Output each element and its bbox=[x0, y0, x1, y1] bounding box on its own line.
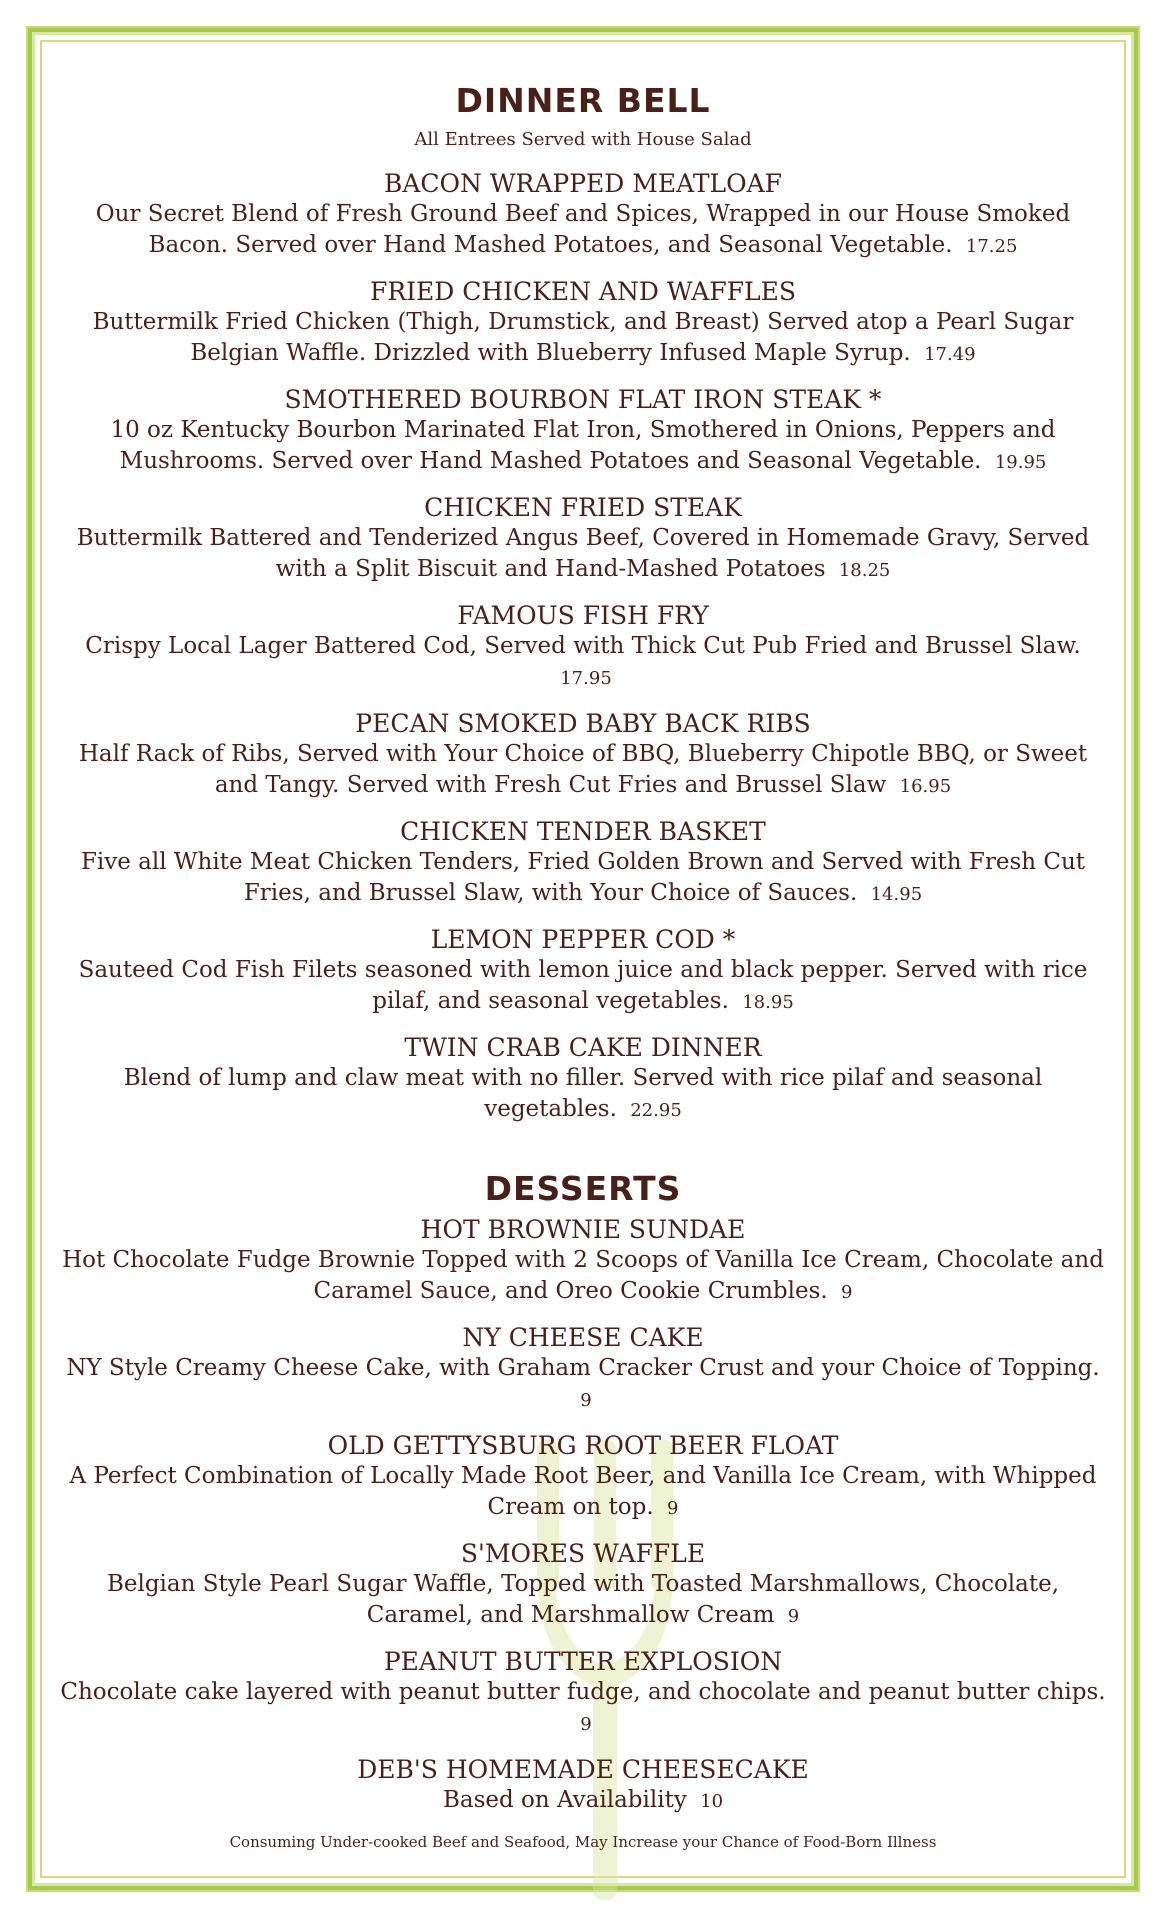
menu-item-price: 17.49 bbox=[924, 344, 976, 365]
menu-item-name: S'MORES WAFFLE bbox=[460, 1539, 706, 1568]
menu-item-description-text: Hot Chocolate Fudge Brownie Topped with 2 Scoops of Vanilla Ice Cream, Chocolate and Caramel Sauce, and Oreo Cookie Crumbles. bbox=[62, 1247, 1104, 1304]
menu-content bbox=[60, 80, 1106, 1853]
menu-item-price: 17.25 bbox=[965, 236, 1018, 257]
menu-item-description bbox=[60, 1569, 1106, 1632]
menu-item-name: NY CHEESE CAKE bbox=[462, 1323, 704, 1352]
menu-item bbox=[60, 600, 1106, 694]
menu-item-description-text: Sauteed Cod Fish Filets seasoned with lemon juice and black pepper. Served with rice pilaf, and seasonal vegetables. bbox=[78, 957, 1088, 1014]
menu-item-description bbox=[60, 739, 1106, 802]
menu-item-description-text: NY Style Creamy Cheese Cake, with Graham Cracker Crust and your Choice of Topping. bbox=[66, 1355, 1100, 1381]
menu-item-name: PEANUT BUTTER EXPLOSION bbox=[383, 1647, 783, 1676]
menu-item-name: DEB'S HOMEMADE CHEESECAKE bbox=[357, 1755, 809, 1784]
menu-item-price: 19.95 bbox=[994, 452, 1047, 473]
menu-item-name: OLD GETTYSBURG ROOT BEER FLOAT bbox=[327, 1431, 839, 1460]
menu-item-description bbox=[60, 415, 1106, 478]
menu-item-price: 10 bbox=[700, 1791, 724, 1812]
menu-item bbox=[60, 384, 1106, 478]
dessert-list bbox=[60, 1214, 1106, 1817]
menu-item-description bbox=[60, 1063, 1106, 1126]
menu-item-description bbox=[60, 199, 1106, 262]
menu-item bbox=[60, 708, 1106, 802]
menu-item bbox=[60, 1646, 1106, 1740]
menu-item-description bbox=[60, 1677, 1106, 1740]
menu-item-description bbox=[60, 847, 1106, 910]
dinner-list bbox=[60, 168, 1106, 1126]
menu-item bbox=[60, 1538, 1106, 1632]
dinner-title: DINNER BELL bbox=[455, 81, 711, 120]
menu-item-description-text: Belgian Style Pearl Sugar Waffle, Topped with Toasted Marshmallows, Chocolate, Caramel, and Marshmallow Cream bbox=[106, 1571, 1060, 1628]
menu-item bbox=[60, 816, 1106, 910]
menu-item-price: 9 bbox=[667, 1498, 679, 1519]
desserts-title: DESSERTS bbox=[484, 1169, 682, 1208]
menu-item-description-text: Half Rack of Ribs, Served with Your Choice of BBQ, Blueberry Chipotle BBQ, or Sweet and Tangy. Served with Fresh Cut Fries and Brussel Slaw bbox=[78, 741, 1088, 798]
menu-item-price: 22.95 bbox=[630, 1100, 682, 1121]
menu-item-price: 14.95 bbox=[870, 884, 923, 905]
menu-item-name: FRIED CHICKEN AND WAFFLES bbox=[369, 277, 797, 306]
menu-item-description-text: Blend of lump and claw meat with no filler. Served with rice pilaf and seasonal vegetables. bbox=[123, 1065, 1043, 1122]
menu-item bbox=[60, 924, 1106, 1018]
menu-item bbox=[60, 1430, 1106, 1524]
menu-item-description bbox=[60, 955, 1106, 1018]
menu-item bbox=[60, 492, 1106, 586]
menu-item-price: 18.95 bbox=[742, 992, 794, 1013]
menu-item bbox=[60, 168, 1106, 262]
menu-item-name: SMOTHERED BOURBON FLAT IRON STEAK * bbox=[284, 385, 882, 414]
menu-item-price: 18.25 bbox=[838, 560, 891, 581]
menu-item-description-text: Buttermilk Battered and Tenderized Angus Beef, Covered in Homemade Gravy, Served with a Split Biscuit and Hand-Mashed Potatoes bbox=[76, 525, 1090, 582]
menu-item-description-text: Our Secret Blend of Fresh Ground Beef and Spices, Wrapped in our House Smoked Bacon. Served over Hand Mashed Potatoes, and Seasonal Vegetable. bbox=[95, 201, 1071, 258]
menu-item-name: BACON WRAPPED MEATLOAF bbox=[383, 169, 783, 198]
menu-item-price: 9 bbox=[580, 1714, 592, 1735]
menu-item-name: PECAN SMOKED BABY BACK RIBS bbox=[355, 709, 811, 738]
menu-item-description-text: Chocolate cake layered with peanut butter fudge, and chocolate and peanut butter chips. bbox=[60, 1679, 1106, 1705]
menu-item-description bbox=[60, 1785, 1106, 1817]
menu-item-name: FAMOUS FISH FRY bbox=[457, 601, 709, 630]
menu-item-description-text: Five all White Meat Chicken Tenders, Fried Golden Brown and Served with Fresh Cut Fries, and Brussel Slaw, with Your Choice of Sauces. bbox=[80, 849, 1086, 906]
menu-item-description bbox=[60, 307, 1106, 370]
menu-item-name: HOT BROWNIE SUNDAE bbox=[420, 1215, 746, 1244]
menu-item bbox=[60, 1754, 1106, 1817]
menu-item-description bbox=[60, 523, 1106, 586]
menu-item-price: 17.95 bbox=[560, 668, 612, 689]
menu-item-description-text: Crispy Local Lager Battered Cod, Served with Thick Cut Pub Fried and Brussel Slaw. bbox=[85, 633, 1081, 659]
menu-item-description bbox=[60, 1353, 1106, 1416]
menu-item-price: 16.95 bbox=[899, 776, 952, 797]
menu-item bbox=[60, 276, 1106, 370]
menu-item-description bbox=[60, 1245, 1106, 1308]
menu-item-name: LEMON PEPPER COD * bbox=[430, 925, 736, 954]
menu-item-price: 9 bbox=[841, 1282, 853, 1303]
menu-item-description-text: Buttermilk Fried Chicken (Thigh, Drumstick, and Breast) Served atop a Pearl Sugar Belgian Waffle. Drizzled with Blueberry Infused Maple Syrup. bbox=[92, 309, 1074, 366]
menu-item-price: 9 bbox=[580, 1390, 592, 1411]
menu-item-description bbox=[60, 631, 1106, 694]
menu-item-name: CHICKEN TENDER BASKET bbox=[400, 817, 766, 846]
menu-item-name: CHICKEN FRIED STEAK bbox=[424, 493, 742, 522]
menu-item bbox=[60, 1322, 1106, 1416]
menu-item-description bbox=[60, 1461, 1106, 1524]
menu-item-name: TWIN CRAB CAKE DINNER bbox=[404, 1033, 762, 1062]
food-safety-footnote: Consuming Under-cooked Beef and Seafood, May Increase your Chance of Food-Born Illness bbox=[229, 1833, 937, 1851]
dinner-subtitle: All Entrees Served with House Salad bbox=[414, 129, 752, 150]
menu-item bbox=[60, 1214, 1106, 1308]
menu-item-description-text: A Perfect Combination of Locally Made Root Beer, and Vanilla Ice Cream, with Whipped Cream on top. bbox=[69, 1463, 1097, 1520]
menu-item-description-text: 10 oz Kentucky Bourbon Marinated Flat Iron, Smothered in Onions, Peppers and Mushrooms. Served over Hand Mashed Potatoes and Seasonal Vegetable. bbox=[110, 417, 1056, 474]
menu-item-description-text: Based on Availability bbox=[442, 1787, 687, 1813]
menu-item bbox=[60, 1032, 1106, 1126]
menu-item-price: 9 bbox=[787, 1606, 800, 1627]
